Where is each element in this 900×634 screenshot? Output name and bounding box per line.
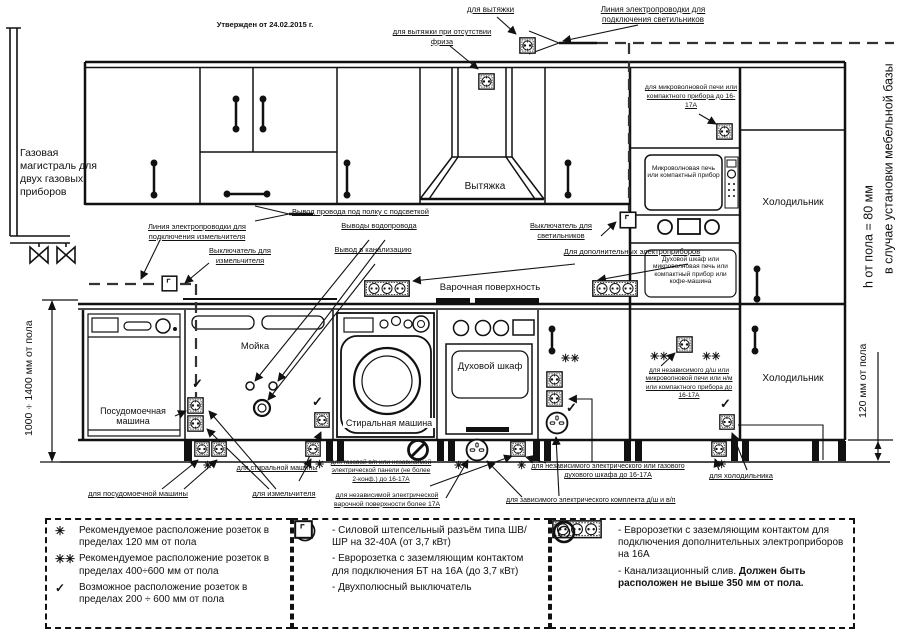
label-gas-main: Газовая магистраль для двух газовых приборов <box>20 147 97 199</box>
dimension-left: 1000÷1400 мм от пола <box>23 320 35 436</box>
legend-item <box>55 525 282 549</box>
check-mark: ✓ <box>720 396 731 411</box>
water-outlet-icon <box>246 382 254 390</box>
sink-stack-socket-icon <box>188 398 203 413</box>
gas-valve-icon <box>57 247 75 263</box>
legend-item <box>55 553 282 577</box>
label-lighting-line: Линия электропроводки для подключения светильников <box>600 5 706 25</box>
legend-item <box>560 566 845 590</box>
cabinet-lines <box>60 67 890 462</box>
legend-text: - Евророзетки с заземляющим контактом для подключения дополнительных электроприборов на 16А <box>618 525 844 561</box>
label-fridge-bottom: Холодильник <box>762 373 824 384</box>
dimension-right: 120 мм от пола <box>857 343 869 419</box>
check-mark: ✓ <box>55 580 66 595</box>
asterisk-mark-double: ✳✳ <box>55 552 76 567</box>
legend-text: Рекомендуемое расположение розеток в пределах 400÷600 мм от пола <box>79 553 270 577</box>
oven-cabinet-socket-icon <box>547 372 562 387</box>
label-microwave-socket: для микроволновой печи или компактного прибора до 16-17А <box>644 84 738 109</box>
label-for-washer: для стиральной машины <box>236 465 318 472</box>
plinth-socket-icon <box>195 442 209 456</box>
plinth-socket-icon <box>511 442 525 456</box>
asterisk-mark: ✳ <box>717 459 727 471</box>
label-for-dependent-set: для зависимого электрического комплекта д/ш и в/п <box>506 497 676 504</box>
asterisk-mark: ✳ <box>315 459 325 471</box>
power-connector-icon <box>467 440 488 461</box>
label-independent-right: для независимого д/ш или микроволновой печи или н/м или компактного прибора до 16-17А <box>645 367 733 400</box>
side-note-1: в случае установки мебельной базы <box>881 63 896 275</box>
asterisk-mark-double: ✳✳ <box>650 351 669 363</box>
sink-stack-socket-icon <box>188 416 203 431</box>
label-hob: Варочная поверхность <box>439 282 541 293</box>
plinth-socket-icon <box>712 442 726 456</box>
asterisk-mark-double: ✳✳ <box>702 351 721 363</box>
legend-text: - Двухполюсный выключатель <box>332 581 472 593</box>
legend-box-symbols <box>292 518 550 629</box>
label-grinder-line: Линия электропроводки для подключения измельчителя <box>148 222 246 241</box>
plinth-socket-icon <box>212 442 226 456</box>
label-lights-switch: Выключатель для светильников <box>530 221 592 240</box>
check-mark: ✓ <box>192 376 203 391</box>
hood-socket-icon <box>520 38 535 53</box>
label-for-fridge: для холодильника <box>709 471 773 480</box>
no-socket-icon <box>409 441 428 460</box>
power-connector-icon <box>547 413 568 434</box>
label-hood-no-frieze: для вытяжки при отсутствии фриза <box>392 27 492 46</box>
gas-valve-icon <box>30 247 48 263</box>
legend-text <box>618 566 845 590</box>
label-washer: Стиральная машина <box>343 418 435 428</box>
washer-socket-icon <box>315 413 329 427</box>
legend-item <box>302 553 540 577</box>
lights-switch-icon <box>620 212 635 227</box>
right-cabinet-socket-icon <box>677 337 692 352</box>
asterisk-mark: ✳ <box>454 460 464 472</box>
hob-profile <box>183 298 539 303</box>
asterisk-mark: ✳ <box>203 460 213 472</box>
check-mark: ✓ <box>566 400 577 415</box>
label-dishwasher: Посудомоечная машина <box>100 406 166 427</box>
legend-item <box>560 525 845 562</box>
legend-text: - Евророзетка с заземляющим контактом для подключения БТ на 16А (до 3,7 кВт) <box>332 553 524 577</box>
label-for-grinder: для измельчителя <box>252 489 316 498</box>
grinder-switch-icon <box>162 276 177 291</box>
oven-cabinet-socket-icon <box>547 391 562 406</box>
legend-item <box>302 582 540 594</box>
asterisk-mark: ✳ <box>55 524 66 538</box>
legend-text: - Силовой штепсельный разъём типа ШВ/ШР на 32-40А (от 3,7 кВт) <box>332 525 527 549</box>
legend-item <box>302 525 540 549</box>
label-extra-appliances: Для дополнительных электроприборов <box>563 247 701 256</box>
gas-main-icon <box>6 28 75 263</box>
legend-item <box>55 582 282 606</box>
oven-drawing <box>446 320 534 434</box>
label-water-outlets: Выводы водопровода <box>341 221 417 230</box>
sewer-drain-icon <box>254 400 270 416</box>
label-shelf-wire: Вывод провода под полку с подсветкой <box>292 207 429 216</box>
label-microwave-box: Микроволновая печь или компактный прибор <box>647 165 720 180</box>
legend-text: Рекомендуемое расположение розеток в пределах 120 мм от пола <box>79 525 270 549</box>
label-grinder-switch: Выключатель для измельчителя <box>209 246 271 265</box>
asterisk-mark: ✳ <box>517 460 527 472</box>
label-sewer-outlet: Вывод в канализацию <box>334 245 412 254</box>
triple-socket-icon <box>365 281 409 296</box>
label-oven-tower-box: Духовой шкаф или микроволновая печь или компактный прибор или кофе-машина <box>653 256 728 286</box>
label-oven: Духовой шкаф <box>457 361 523 372</box>
legend-box-marks <box>45 518 292 629</box>
label-for-hood: для вытяжки <box>466 5 515 14</box>
hood-chimney-socket-icon <box>479 74 494 89</box>
approval-note: Утвержден от 24.02.2015 г. <box>216 20 314 29</box>
label-for-independent-hob: для независимой электрической варочной поверхности более 17А <box>333 492 441 508</box>
legend-text-bold: Должен быть расположен не выше 350 мм от пола. <box>618 565 806 589</box>
label-for-gas-panel: для газовой в/п или независимой электрической панели (не более 2-конф.) до 16-17А <box>330 459 432 483</box>
label-for-independent-oven: для независимого электрического или газового духового шкафа до 16-17А <box>531 463 685 480</box>
legend-text: Возможное расположение розеток в пределах 200 ÷ 600 мм от пола <box>79 581 248 605</box>
label-hood-name: Вытяжка <box>464 181 506 192</box>
check-mark: ✓ <box>312 394 323 409</box>
asterisk-mark-double: ✳✳ <box>561 353 580 365</box>
sink-cabinet-drawing <box>192 316 324 416</box>
label-sink: Мойка <box>240 341 270 352</box>
fridge-mid-socket-icon <box>720 415 734 429</box>
microwave-socket-icon <box>717 124 732 139</box>
triple-socket-icon <box>593 281 637 296</box>
water-outlet-icon <box>269 382 277 390</box>
legend-box-sockets <box>550 518 855 629</box>
legend-text-plain: - Канализационный слив. <box>618 565 737 577</box>
side-note-2: h от пола = 80 мм <box>861 185 876 289</box>
label-for-dishwasher: для посудомоечной машины <box>88 489 188 498</box>
plinth-socket-icon <box>306 442 320 456</box>
label-fridge-top: Холодильник <box>762 197 824 208</box>
